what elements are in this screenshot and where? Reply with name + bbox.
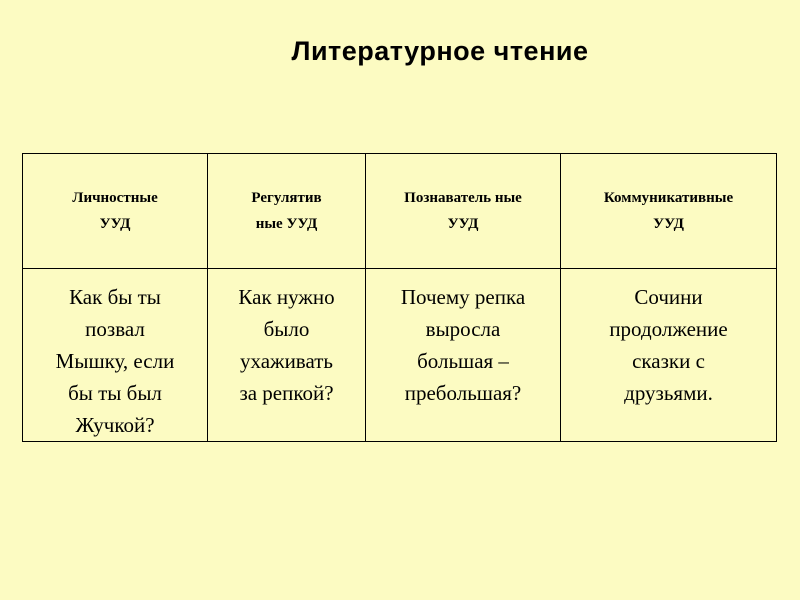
body-cell-personal	[23, 269, 208, 442]
body-cell-cognitive	[366, 269, 561, 442]
cell-text: Как бы ты позвал Мышку, если бы ты был Жучкой?	[55, 285, 175, 437]
table-header-row	[23, 154, 777, 269]
header-cell-personal	[23, 154, 208, 269]
table-row	[23, 269, 777, 442]
cell-text: Как нужно было ухаживать за репкой?	[238, 285, 335, 405]
header-label: Коммуникативные УУД	[603, 190, 734, 232]
header-cell-cognitive	[366, 154, 561, 269]
body-cell-communicative	[561, 269, 777, 442]
header-cell-communicative	[561, 154, 777, 269]
header-label: Познаватель ные УУД	[404, 190, 522, 232]
header-label: Личностные УУД	[72, 190, 158, 232]
body-cell-regulatory	[208, 269, 366, 442]
cell-text: Почему репка выросла большая – пребольшая?	[400, 285, 526, 405]
header-label: Регулятив ные УУД	[251, 190, 322, 232]
uud-table	[22, 153, 776, 436]
page-title: Литературное чтение	[291, 36, 589, 66]
cell-text: Сочини продолжение сказки с друзьями.	[609, 285, 728, 405]
header-cell-regulatory	[208, 154, 366, 269]
